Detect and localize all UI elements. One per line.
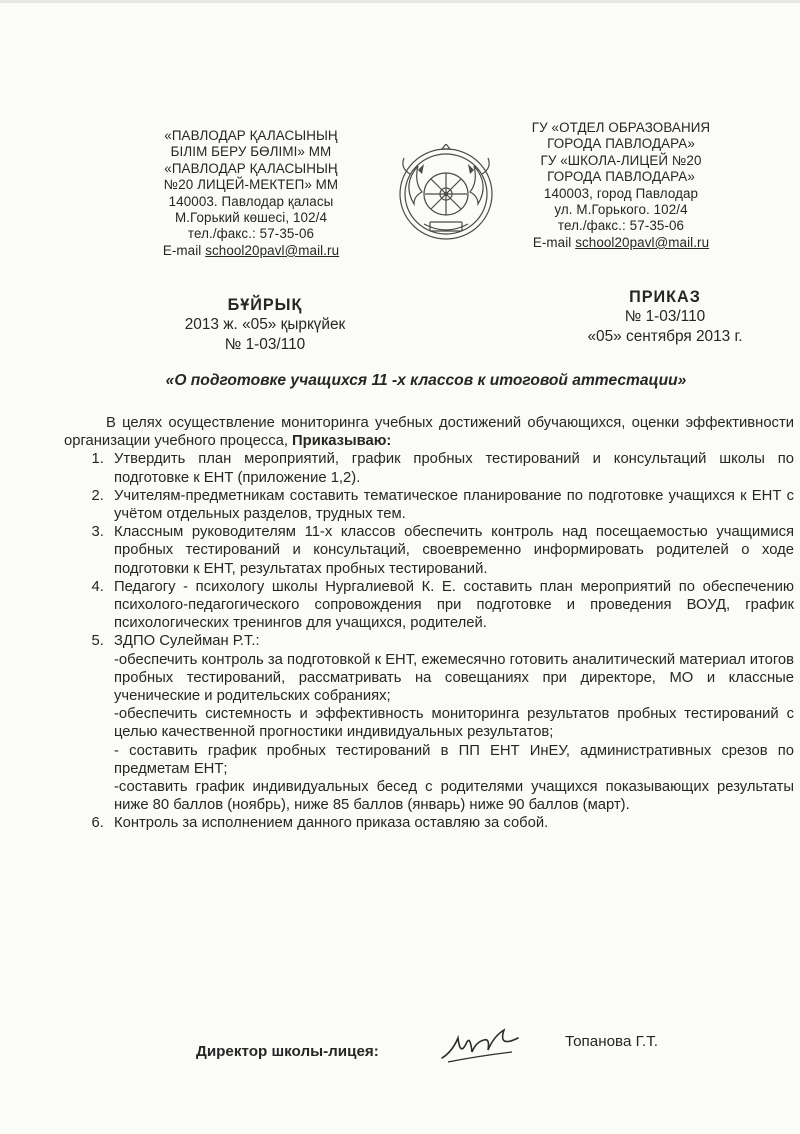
header-right-line: ГОРОДА ПАВЛОДАРА»: [547, 169, 695, 185]
header-left-line: М.Горький көшесі, 102/4: [174, 210, 328, 226]
order-body: [64, 414, 794, 833]
order-number-ru: № 1-03/110: [624, 308, 706, 325]
order-subject: «О подготовке учащихся 11 -х классов к итоговой аттестации»: [165, 372, 687, 389]
header-left: [140, 128, 362, 259]
order-item: 3. Классным руководителям 11-х классов обеспечить контроль над посещаемостью учащимися пробных тестирований и консультаций, своевременно информировать родителей о ходе подготовки к ЕНТ, результатах пробных тестирований.: [108, 523, 794, 578]
order-date-kz: 2013 ж. «05» қыркүйек: [184, 316, 346, 333]
email-label: E-mail: [162, 242, 206, 258]
header-right-email-line: [508, 235, 734, 251]
order-items: [64, 450, 794, 832]
header-right: [508, 120, 734, 251]
header-left-line: 140003. Павлодар қаласы: [168, 193, 334, 209]
order-item-5-subitems: [114, 651, 794, 815]
email-link[interactable]: school20pavl@mail.ru: [205, 242, 340, 258]
order-block-ru: [536, 287, 794, 347]
kazakhstan-emblem-icon: [384, 144, 508, 244]
header-left-line: «ПАВЛОДАР ҚАЛАСЫНЫҢ: [164, 160, 338, 176]
signature-name: Топанова Г.Т.: [565, 1033, 659, 1050]
header-right-line: ГОРОДА ПАВЛОДАРА»: [547, 136, 695, 152]
order-item: 6. Контроль за исполнением данного приказа оставляю за собой.: [108, 814, 794, 832]
order-item-5: [108, 632, 794, 814]
order-subitem: -обеспечить контроль за подготовкой к ЕНТ, ежемесячно готовить аналитический материал итогов пробных тестирований, рассматривать на совещаниях при директоре, МО и классные ученические и родительских собраниях;: [114, 651, 794, 705]
header-left-line: БІЛІМ БЕРУ БӨЛІМІ» ММ: [170, 144, 332, 160]
order-item: 1. Утвердить план мероприятий, график пробных тестирований и консультаций школы по подготовке к ЕНТ (приложение 1,2).: [108, 450, 794, 486]
order-title-kz: БҰЙРЫҚ: [227, 296, 303, 314]
header-left-email-line: [140, 243, 362, 259]
order-subitem: -обеспечить системность и эффективность мониторинга результатов пробных тестирований с целью качественной прогностики индивидуальных результатов;: [114, 706, 794, 741]
intro-text: В целях осуществление мониторинга учебных достижений обучающихся, оценки эффективности организации учебного процесса,: [64, 415, 794, 450]
header-right-line: тел./факс.: 57-35-06: [557, 218, 685, 234]
header-left-line: №20 ЛИЦЕЙ-МЕКТЕП» ММ: [163, 177, 339, 193]
order-block-kz: [150, 295, 380, 355]
email-label: E-mail: [532, 234, 576, 250]
signature-title: Директор школы-лицея:: [196, 1043, 379, 1060]
header-left-line: «ПАВЛОДАР ҚАЛАСЫНЫҢ: [164, 128, 338, 143]
order-subitem: -составить график индивидуальных бесед с родителями учащихся показывающих результаты ниже 80 баллов (ноябрь), ниже 85 баллов (январь) ниже 90 баллов (март).: [114, 779, 794, 814]
order-item-5-lead: 5. ЗДПО Сулейман Р.Т.:: [114, 633, 260, 650]
order-title-ru: ПРИКАЗ: [629, 288, 701, 306]
intro-paragraph: [64, 414, 794, 450]
header-right-line: ГУ «ОТДЕЛ ОБРАЗОВАНИЯ: [531, 120, 711, 135]
order-number-kz: № 1-03/110: [224, 336, 306, 353]
handwritten-signature-icon: [438, 1022, 522, 1070]
order-date-ru: «05» сентября 2013 г.: [587, 328, 743, 345]
email-link[interactable]: school20pavl@mail.ru: [575, 234, 710, 250]
header-right-line: 140003, город Павлодар: [543, 185, 699, 201]
header-right-line: ГУ «ШКОЛА-ЛИЦЕЙ №20: [540, 152, 702, 168]
header-left-line: тел./факс.: 57-35-06: [187, 226, 315, 242]
order-item: 2. Учителям-предметникам составить тематическое планирование по подготовке учащихся к ЕНТ с учётом отдельных разделов, трудных тем.: [108, 487, 794, 523]
header-right-line: ул. М.Горького. 102/4: [554, 202, 688, 218]
intro-emphasis: Приказываю:: [292, 433, 392, 450]
order-subitem: - составить график пробных тестирований в ПП ЕНТ ИнЕУ, административных срезов по предметам ЕНТ;: [114, 742, 794, 777]
order-item: 4. Педагогу - психологу школы Нургалиевой К. Е. составить план мероприятий по обеспечению психолого-педагогического сопровождения при подготовке и проведения ВОУД, график психологических тренингов для учащихся, родителей.: [108, 578, 794, 633]
scan-edge: [0, 0, 800, 3]
